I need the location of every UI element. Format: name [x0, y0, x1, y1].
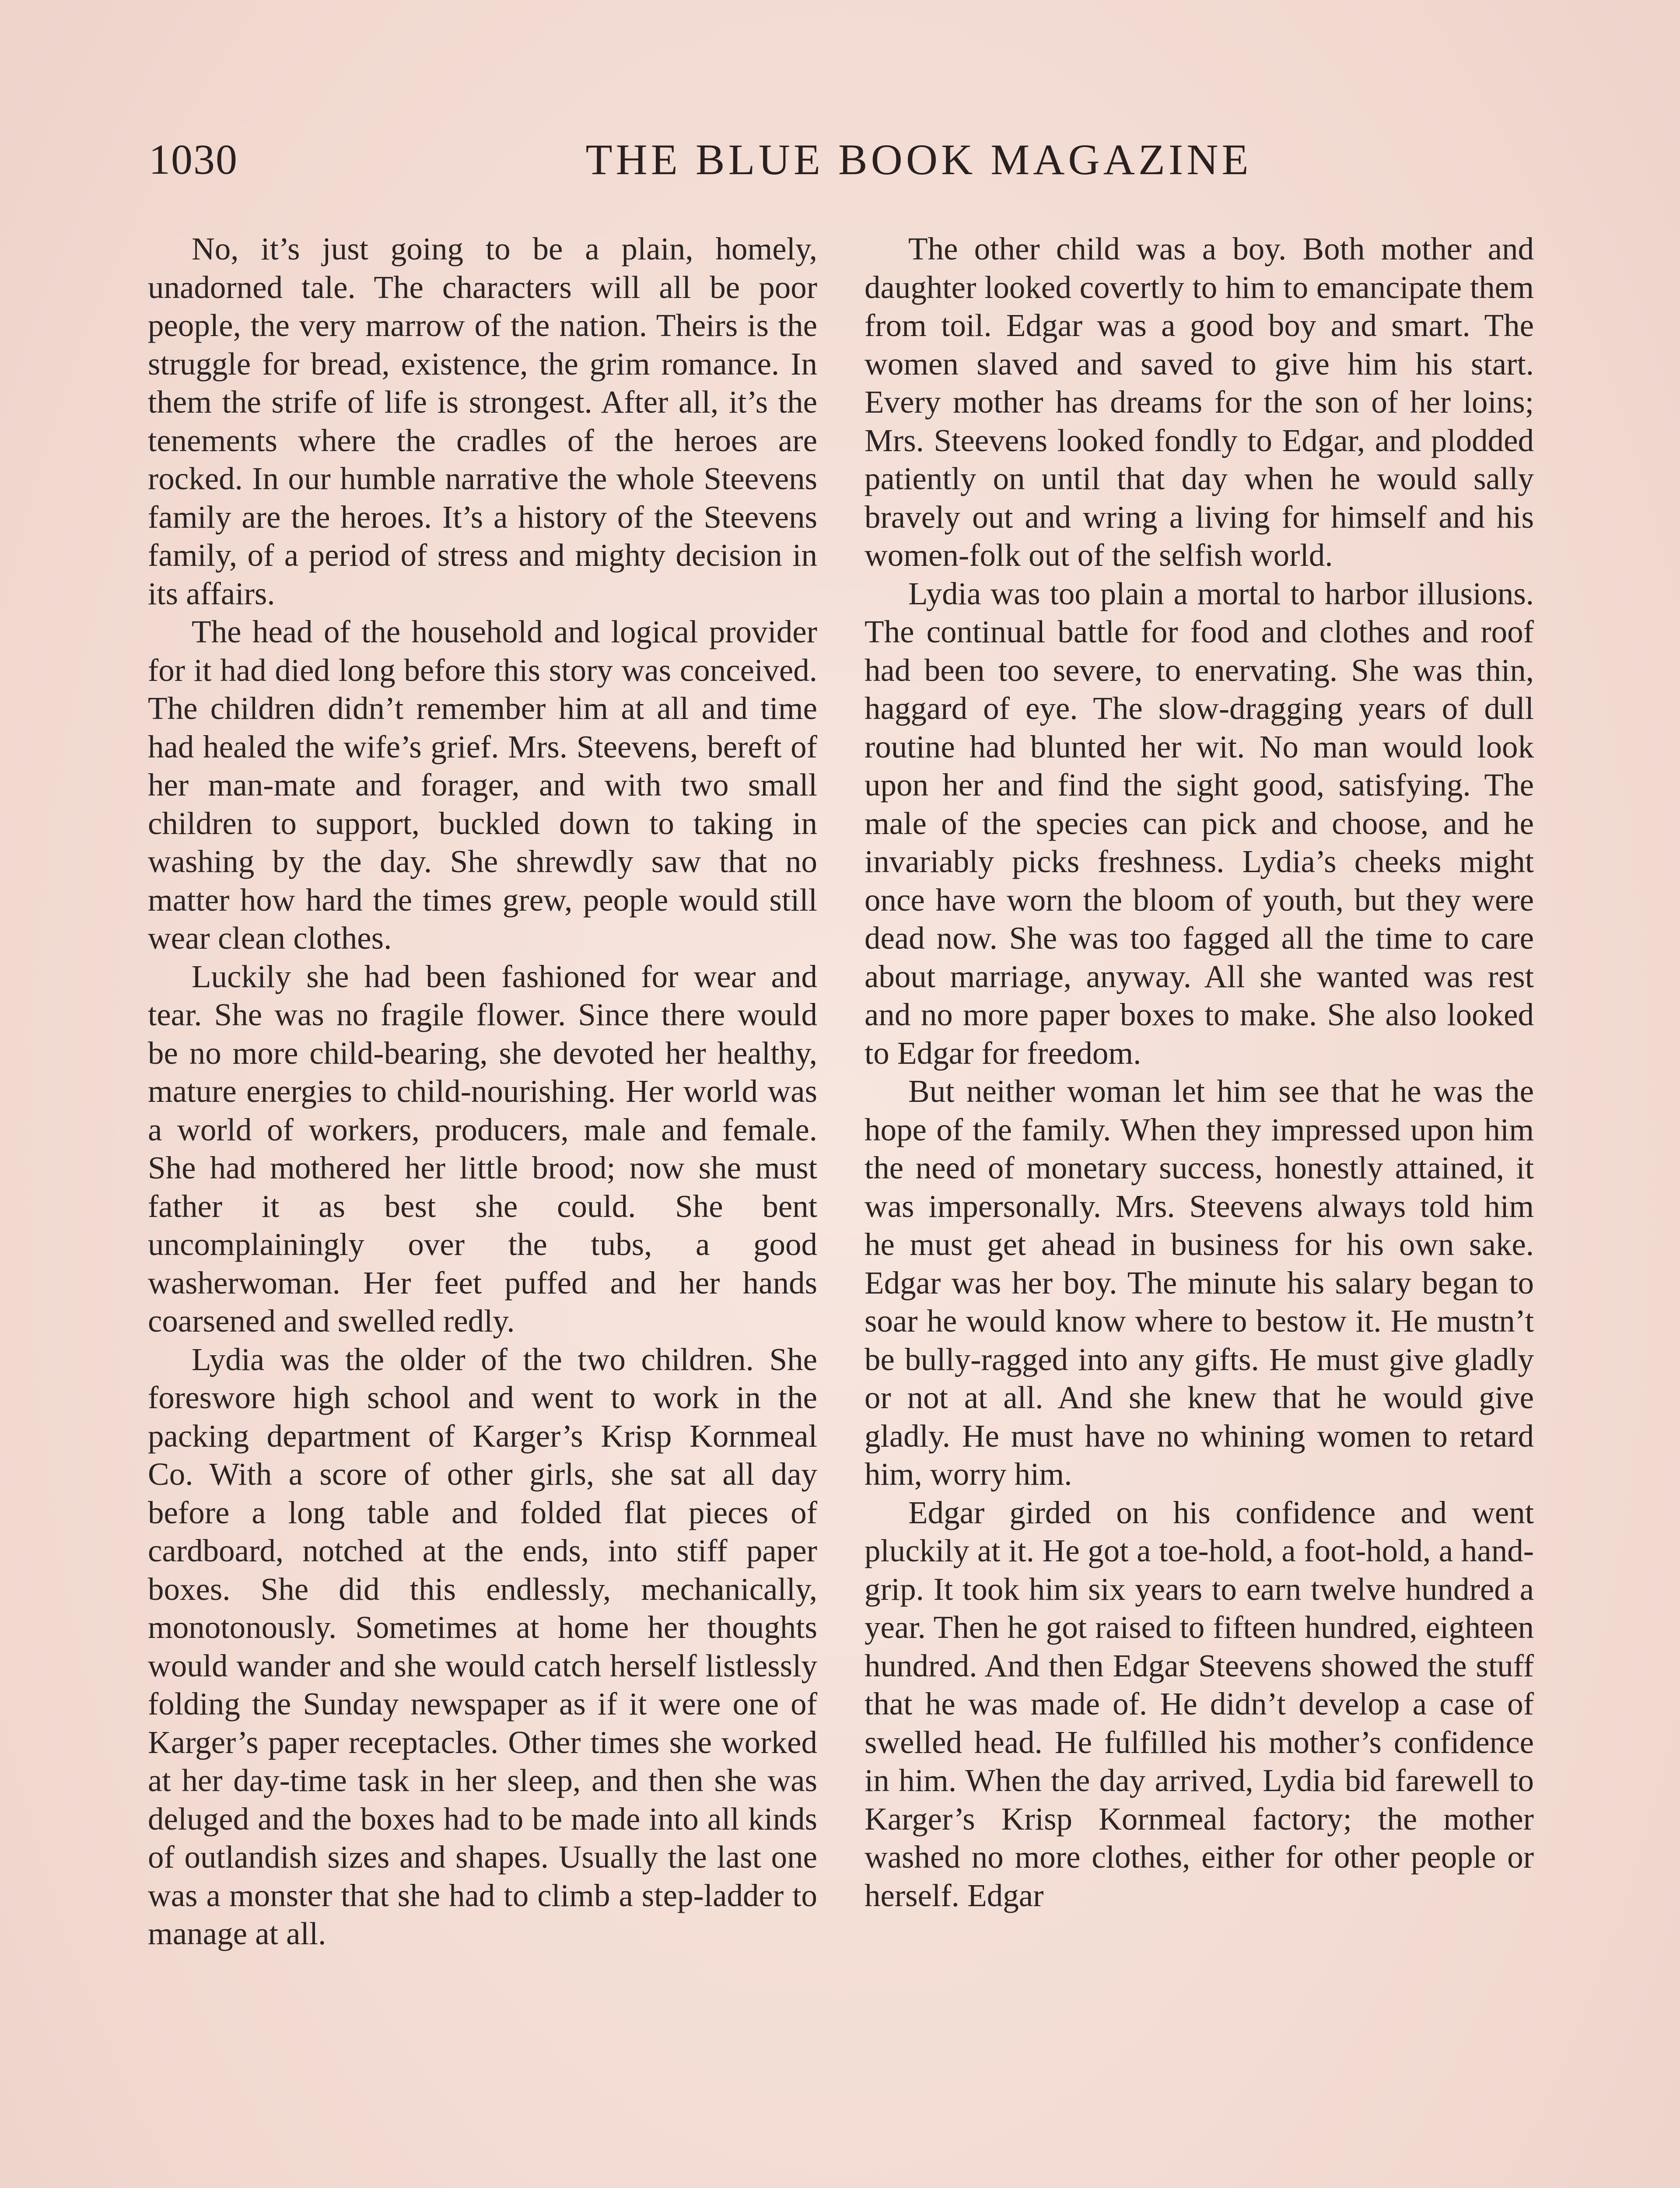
right-text-column — [864, 230, 1534, 2188]
paragraph: But neither woman let him see that he was the hope of the family. When they impressed upon him the need of monetary success, honestly attained, it was impersonally. Mrs. Steevens always told him he must get ahead in business for his own sake. Edgar was her boy. The minute his salary began to soar he would know where to bestow it. He mustn’t be bully-ragged into any gifts. He must give gladly or not at all. And she knew that he would give gladly. He must have no whining women to retard him, worry him. — [864, 1073, 1534, 1492]
paragraph: The head of the household and logical provider for it had died long before this story was conceived. The children didn’t remember him at all and time had healed the wife’s grief. Mrs. Steevens, bereft of her man-mate and forager, and with two small children to support, buckled down to taking in washing by the day. She shrewdly saw that no matter how hard the times grew, people would still wear clean clothes. — [148, 614, 817, 956]
paragraph: Lydia was the older of the two children. She foreswore high school and went to work in the packing department of Karger’s Krisp Kornmeal Co. With a score of other girls, she sat all day before a long table and folded flat pieces of cardboard, notched at the ends, into stiff paper boxes. She did this endlessly, mechanically, monotonously. Sometimes at home her thoughts would wander and she would catch herself listlessly folding the Sunday newspaper as if it were one of Karger’s paper receptacles. Other times she worked at her day-time task in her sleep, and then she was deluged and the boxes had to be made into all kinds of outlandish sizes and shapes. Usually the last one was a monster that she had to climb a step-ladder to manage at all. — [148, 1341, 817, 1951]
page-number: 1030 — [149, 136, 238, 183]
paragraph: Luckily she had been fashioned for wear and tear. She was no fragile flower. Since there would be no more child-bearing, she devoted her healthy, mature energies to child-nourishing. Her world was a world of workers, producers, male and female. She had mothered her little brood; now she must father it as best she could. She bent uncomplainingly over the tubs, a good washerwoman. Her feet puffed and her hands coarsened and swelled redly. — [148, 958, 817, 1339]
page-header — [149, 127, 1549, 193]
left-text-column — [148, 230, 817, 2188]
paragraph: Lydia was too plain a mortal to harbor illusions. The continual battle for food and clothes and roof had been too severe, to enervating. She was thin, haggard of eye. The slow-dragging years of dull routine had blunted her wit. No man would look upon her and find the sight good, satisfying. The male of the species can pick and choose, and he invariably picks freshness. Lydia’s cheeks might once have worn the bloom of youth, but they were dead now. She was too fagged all the time to care about marriage, anyway. All she wanted was rest and no more paper boxes to make. She also looked to Edgar for freedom. — [864, 575, 1534, 1071]
paragraph: The other child was a boy. Both mother and daughter looked covertly to him to emancipate them from toil. Edgar was a good boy and smart. The women slaved and saved to give him his start. Every mother has dreams for the son of her loins; Mrs. Steevens looked fondly to Edgar, and plodded patiently on until that day when he would sally bravely out and wring a living for himself and his women-folk out of the selfish world. — [864, 231, 1534, 573]
magazine-title: THE BLUE BOOK MAGAZINE — [585, 135, 1252, 184]
paragraph: No, it’s just going to be a plain, homely, unadorned tale. The characters will all be poor people, the very marrow of the nation. Theirs is the struggle for bread, existence, the grim romance. In them the strife of life is strongest. After all, it’s the tenements where the cradles of the heroes are rocked. In our humble narrative the whole Steevens family are the heroes. It’s a history of the Steevens family, of a period of stress and mighty decision in its affairs. — [148, 231, 817, 611]
paragraph: Edgar girded on his confidence and went pluckily at it. He got a toe-hold, a foot-hold, a hand-grip. It took him six years to earn twelve hundred a year. Then he got raised to fifteen hundred, eighteen hundred. And then Edgar Steevens showed the stuff that he was made of. He didn’t develop a case of swelled head. He fulfilled his mother’s confidence in him. When the day arrived, Lydia bid farewell to Karger’s Krisp Kornmeal factory; the mother washed no more clothes, either for other people or herself. Edgar — [864, 1494, 1534, 1913]
